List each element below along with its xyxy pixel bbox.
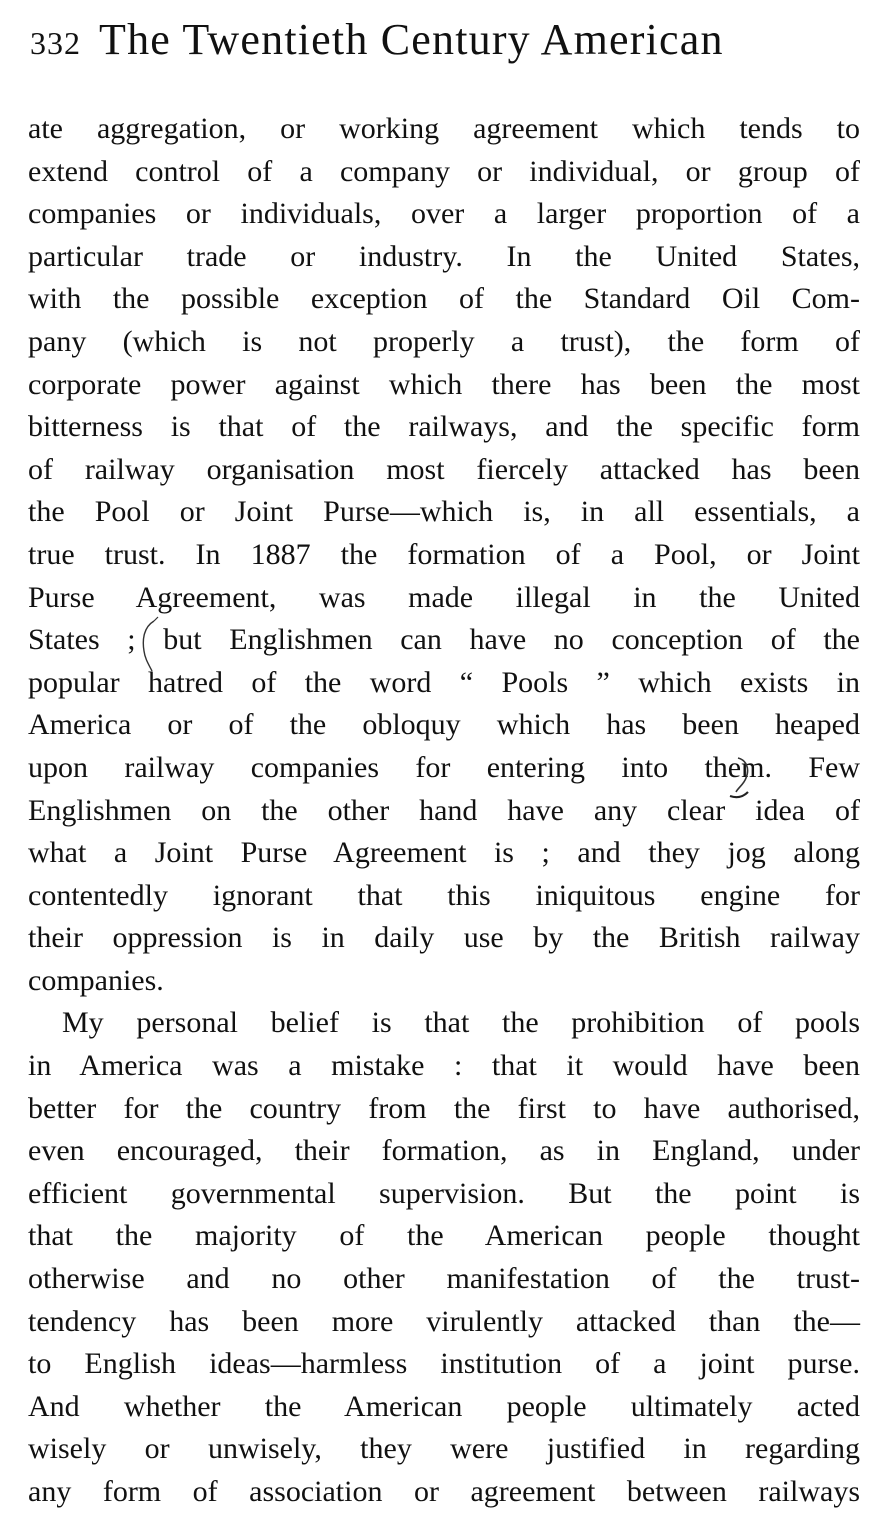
- text-line: Purse Agreement, was made illegal in the United: [28, 580, 860, 614]
- text-line: even encouraged, their formation, as in England, under: [28, 1134, 860, 1168]
- text-line: any form of association or agreement between railways: [28, 1475, 860, 1508]
- text-line: that the majority of the American people thought: [28, 1219, 860, 1253]
- text-line: to English ideas—harmless institution of a joint purse.: [28, 1347, 860, 1381]
- page-number: 332: [30, 25, 81, 61]
- text-line: otherwise and no other manifestation of the trust-: [28, 1262, 860, 1296]
- text-line: efficient governmental supervision. But the point is: [28, 1176, 860, 1210]
- text-line: what a Joint Purse Agreement is ; and they jog along: [28, 836, 860, 870]
- text-line: their oppression is in daily use by the British railway: [28, 921, 860, 955]
- text-line: the Pool or Joint Purse—which is, in all essentials, a: [28, 495, 860, 529]
- text-line: companies or individuals, over a larger proportion of a: [28, 197, 860, 231]
- text-line: States ; but Englishmen can have no conception of the: [28, 623, 860, 657]
- text-line: with the possible exception of the Standard Oil Com-: [28, 282, 860, 316]
- text-line: bitterness is that of the railways, and the specific form: [28, 410, 860, 444]
- text-line: of railway organisation most fiercely attacked has been: [28, 452, 860, 486]
- text-line: wisely or unwisely, they were justified in regarding: [28, 1432, 860, 1466]
- text-line: America or of the obloquy which has been heaped: [28, 708, 860, 742]
- text-line: in America was a mistake : that it would have been: [28, 1049, 860, 1083]
- text-line: tendency has been more virulently attacked than the—: [28, 1304, 860, 1338]
- body-text: [28, 108, 860, 1514]
- text-line: corporate power against which there has been the most: [28, 367, 860, 401]
- text-line: ate aggregation, or working agreement which tends to: [28, 112, 860, 145]
- text-line: Englishmen on the other hand have any clear idea of: [28, 793, 860, 827]
- text-line: upon railway companies for entering into them. Few: [28, 750, 860, 784]
- text-line: better for the country from the first to have authorised,: [28, 1091, 860, 1125]
- text-line: pany (which is not properly a trust), the form of: [28, 324, 860, 358]
- text-line: extend control of a company or individual, or group of: [28, 154, 860, 188]
- paragraph-start-line: My personal belief is that the prohibition of pools: [62, 1006, 860, 1040]
- text-line: true trust. In 1887 the formation of a Pool, or Joint: [28, 537, 860, 571]
- text-line: particular trade or industry. In the United States,: [28, 239, 860, 273]
- paragraph-end-line: companies.: [28, 963, 164, 997]
- text-line: And whether the American people ultimately acted: [28, 1389, 860, 1423]
- running-head: [30, 14, 850, 74]
- running-title: The Twentieth Century American: [99, 15, 724, 64]
- text-line: contentedly ignorant that this iniquitous engine for: [28, 878, 860, 912]
- text-line: popular hatred of the word “ Pools ” which exists in: [28, 665, 860, 699]
